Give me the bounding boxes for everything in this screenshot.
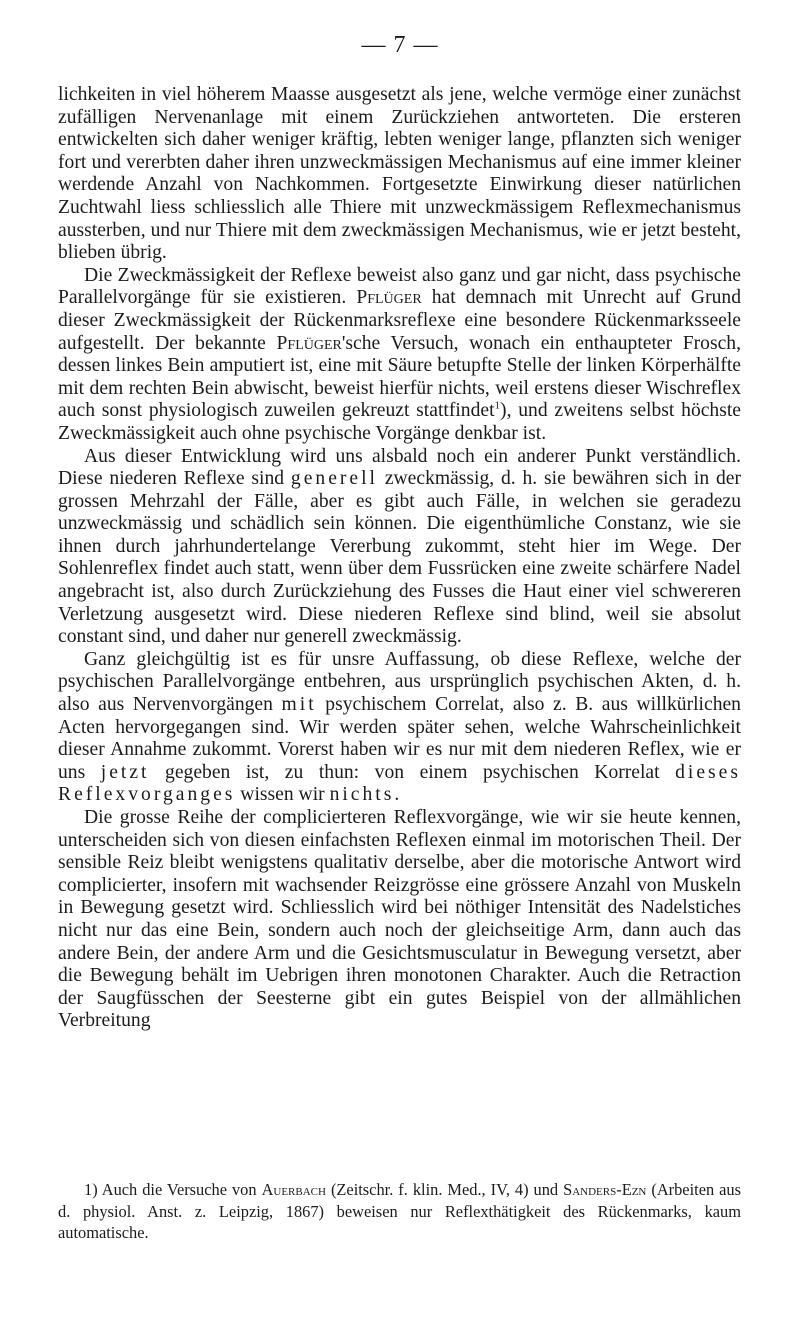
paragraph (58, 649, 741, 807)
text-run: (Zeitschr. f. klin. Med., IV, 4) und (325, 1180, 564, 1199)
text-run: wissen wir (235, 784, 330, 806)
author-name: Sanders-Ezn (563, 1180, 647, 1199)
text-run: Aus dieser Entwicklung wird uns alsbald noch ein anderer Punkt verständlich. Diese niederen Reflexe sind (58, 445, 741, 490)
paragraph (58, 265, 741, 446)
paragraph (58, 807, 741, 1033)
text-run: Die Zweckmässigkeit der Reflexe beweist also ganz und gar nicht, dass psychische Parallelvorgänge für sie existieren. (58, 264, 741, 309)
emphasized-text: nichts (329, 784, 395, 806)
text-run: (Arbeiten aus d. physiol. Anst. z. Leipzig, 1867) beweisen nur Reflexthätigkeit des Rückenmarks, kaum automatische. (58, 1180, 741, 1242)
text-run: ), und zweitens selbst höchste Zweckmässigkeit auch ohne psychische Vorgänge denkbar ist. (58, 400, 741, 444)
text-run: Ganz gleichgültig ist es für unsre Auffassung, ob diese Reflexe, welche der psychischen Parallelvorgänge entbehren, aus ursprünglich psychischen Akten, d. h. also aus Nervenvorgängen (58, 648, 741, 716)
author-name: Pflüger (356, 287, 422, 309)
text-run: 1) Auch die Versuche von (84, 1180, 262, 1199)
text-run: hat demnach mit Unrecht auf Grund dieser Zweckmässigkeit der Rückenmarksreflexe eine besondere Rückenmarksseele aufgestellt. Der bekannte (58, 287, 741, 354)
text-run: zweckmässig, d. h. sie bewähren sich in der grossen Mehrzahl der Fälle, aber es gibt auch Fälle, in welchen sie geradezu unzweckmässig und schädlich sein können. Die eigenthümliche Constanz, wie sie ihnen durch jahrhundertelange Vererbung zukommt, steht hier im Wege. Der Sohlenreflex findet auch statt, wenn über dem Fussrücken eine zweite schärfere Nadel angebracht ist, also durch Zurückziehung des Fusses die Haut einer viel schwereren Verletzung ausgesetzt wird. Diese niederen Reflexe sind blind, weil sie absolut constant sind, und daher nur generell zweckmässig. (58, 468, 742, 648)
text-run: 'sche Versuch, wonach ein enthaupteter Frosch, dessen linkes Bein amputiert ist, eine mit Säure betupfte Stelle der linken Körperhälfte mit dem rechten Bein abwischt, beweist hierfür nichts, weil erstens dieser Wischreflex auch sonst physiologisch zuweilen gekreuzt stattfindet (58, 332, 742, 422)
footnote-marker: 1 (494, 399, 501, 412)
text-run: lichkeiten in viel höherem Maasse ausgesetzt als jene, welche vermöge einer zunächst zufälligen Nervenanlage mit einem Zurückziehen antworteten. Die ersteren entwickelten sich daher weniger kräftig, lebten weniger lange, pflanzten sich weniger fort und vererbten daher ihren unzweckmässigen Mechanismus auf eine immer kleiner werdende Anzahl von Nachkommen. Fortgesetzte Einwirkung dieser natürlichen Zuchtwahl liess schliesslich alle Thiere mit unzweckmässigem Reflexmechanismus aussterben, und nur Thiere mit dem zweckmässigen Mechanismus, wie er jetzt besteht, blieben übrig. (58, 84, 741, 264)
text-run: . (394, 784, 400, 806)
author-name: Auerbach (261, 1180, 326, 1199)
paragraph (58, 446, 741, 649)
body-text (58, 84, 741, 1033)
footnote (58, 1179, 741, 1244)
emphasized-text: jetzt (100, 761, 150, 783)
text-run: gegeben ist, zu thun: von einem psychischen Korrelat (149, 761, 676, 783)
paragraph (58, 84, 741, 265)
page-number: — 7 — (361, 32, 439, 58)
author-name: Pflüger (276, 332, 342, 354)
emphasized-text: dieses Reflexvorganges (58, 761, 741, 806)
text-run: psychischem Correlat, also z. B. aus willkürlichen Acten hervorgegangen sind. Wir werden später sehen, welche Wahrscheinlichkeit dieser Annahme zukommt. Vorerst haben wir es nur mit dem niederen Reflex, wie er uns (58, 694, 741, 783)
emphasized-text: generell (290, 468, 379, 490)
emphasized-text: mit (281, 694, 317, 716)
text-run: Die grosse Reihe der complicierteren Reflexvorgänge, wie wir sie heute kennen, unterscheiden sich von diesen einfachsten Reflexen einmal im motorischen Theil. Der sensible Reiz bleibt wenigstens qualitativ derselbe, aber die motorische Antwort wird complicierter, insofern mit wachsender Reizgrösse eine grössere Anzahl von Muskeln in Bewegung gesetzt wird. Schliesslich wird bei nöthiger Intensität des Nadelstiches nicht nur das eine Bein, sondern auch noch der gleichseitige Arm, dann auch das andere Bein, der andere Arm und die Gesichtsmusculatur in Bewegung versetzt, aber die Bewegung behält im Uebrigen ihren monotonen Charakter. Auch die Retraction der Saugfüsschen der Seesterne gibt ein gutes Beispiel von der allmählichen Verbreitung (58, 807, 741, 1032)
